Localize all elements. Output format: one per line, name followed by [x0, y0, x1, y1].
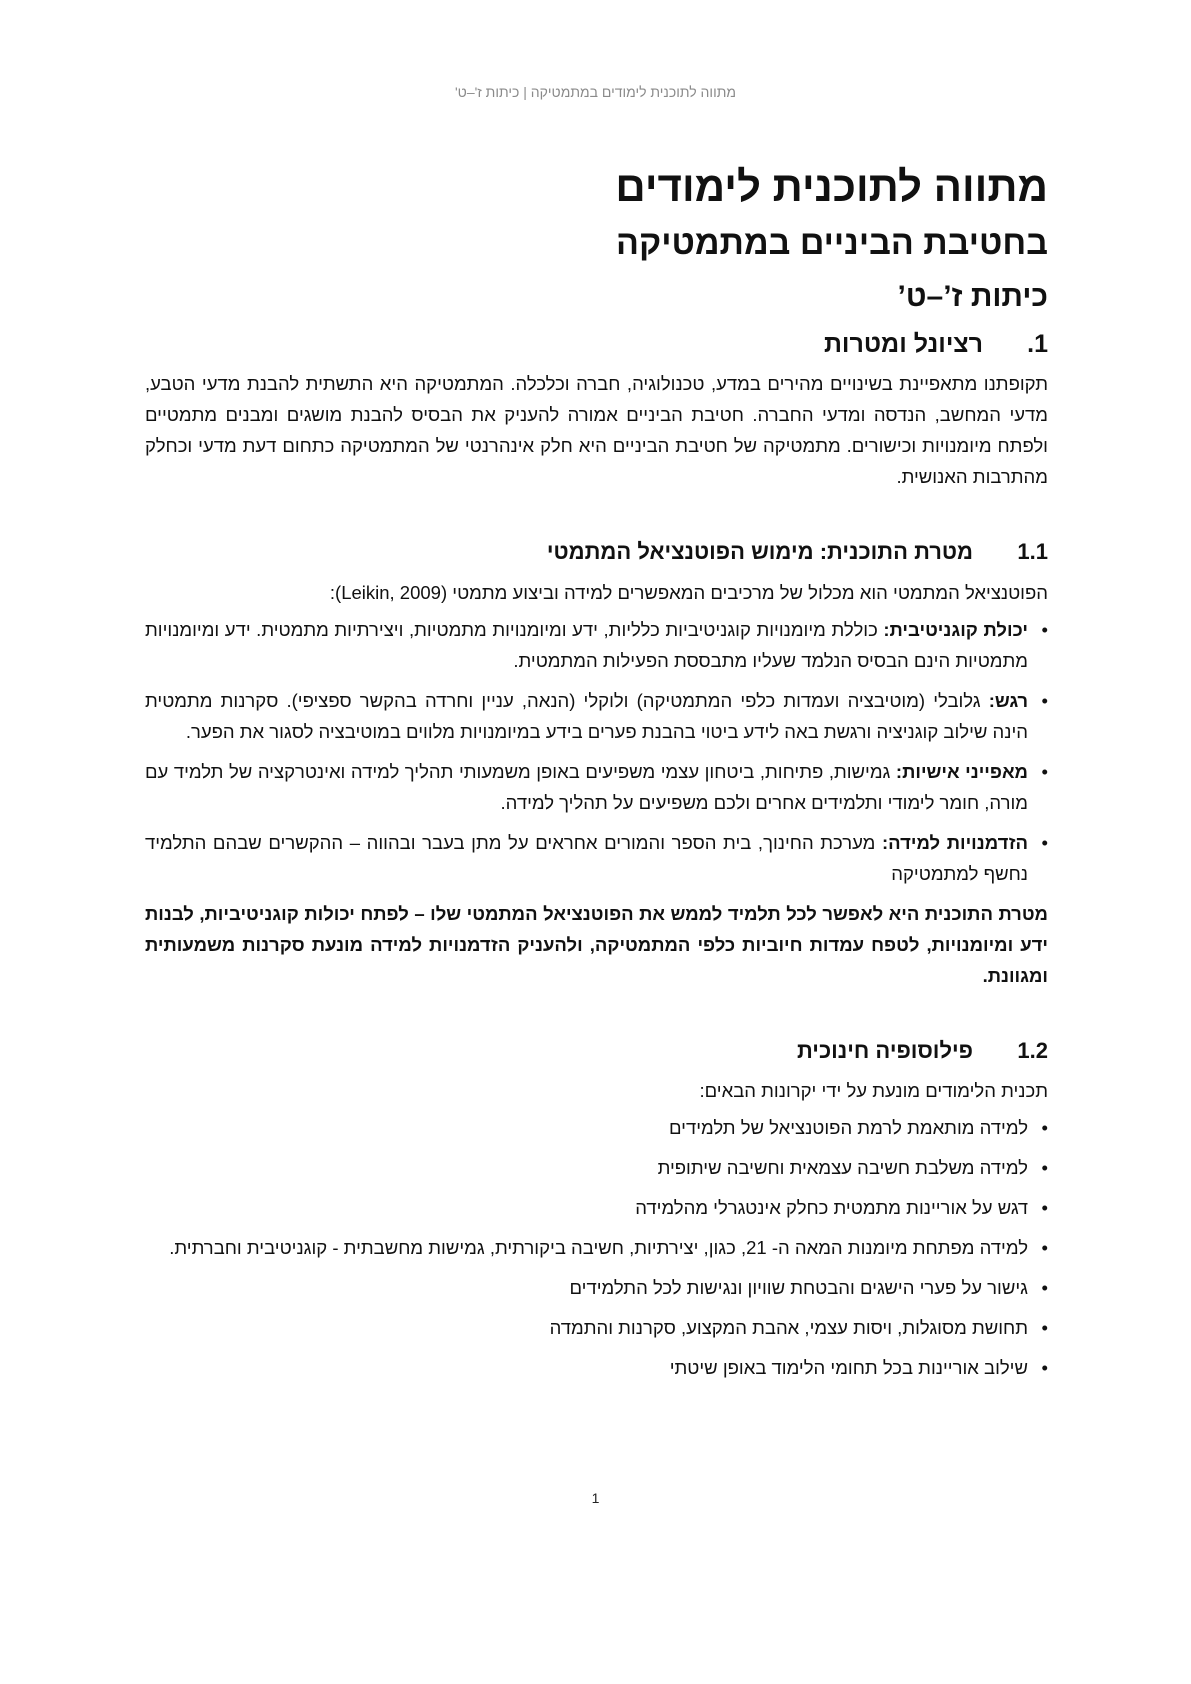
- bullet-icon: •: [1041, 1277, 1048, 1299]
- section-1-2-heading: [145, 1037, 1048, 1066]
- section-1-1-title: מטרת התוכנית: מימוש הפוטנציאל המתמטי: [546, 539, 973, 565]
- list-item: [145, 1352, 1048, 1383]
- section-1-title: רציונל ומטרות: [823, 329, 983, 358]
- list-item: [145, 1112, 1048, 1143]
- section-1-body: תקופתנו מתאפיינת בשינויים מהירים במדע, טכנולוגיה, חברה וכלכלה. המתמטיקה היא התשתית להבנת מדעי הטבע, מדעי המחשב, הנדסה ומדעי החברה. חטיבת הביניים אמורה להעניק את הבסיס להבנת מושגים ומבנים מתמטיים ולפתח מיומנויות וכישורים. מתמטיקה של חטיבת הביניים היא חלק אינהרנטי של המתמטיקה כתחום דעת מדעי וכחלק מהתרבות האנושית.: [145, 373, 1048, 488]
- bullet-icon: •: [1041, 618, 1048, 640]
- bullet-icon: •: [1041, 831, 1048, 853]
- list-item: [145, 1312, 1048, 1343]
- list-item-term: רגש:: [988, 689, 1028, 711]
- section-1-1-number: 1.1: [1017, 539, 1048, 565]
- section-1-2-title: פילוסופיה חינוכית: [796, 1037, 973, 1063]
- section-1-heading: [145, 328, 1048, 361]
- document-grades: כיתות ז’–ט’: [897, 279, 1048, 313]
- list-item-text: כוללת מיומנויות קוגניטיביות כלליות, ידע ומיומנויות מתמטיות, ויצירתיות מתמטית. ידע ומיומנויות מתמטיות הינם הבסיס הנלמד שעליו מתבססת הפעילות המתמטית.: [145, 618, 1028, 671]
- bullet-icon: •: [1041, 1117, 1048, 1139]
- list-item-text: שילוב אוריינות בכל תחומי הלימוד באופן שיטתי: [669, 1357, 1028, 1379]
- list-item: [145, 1192, 1048, 1223]
- list-item: [145, 1272, 1048, 1303]
- section-1-1-heading: [145, 538, 1048, 567]
- list-item-text: מערכת החינוך, בית הספר והמורים אחראים על מתן בעבר ובהווה – ההקשרים שבהם התלמיד נחשף למתמטיקה: [145, 831, 1028, 884]
- document-subtitle: בחטיבת הביניים במתמטיקה: [616, 223, 1048, 262]
- list-item: [145, 1232, 1048, 1263]
- bullet-icon: •: [1041, 1317, 1048, 1339]
- bullet-icon: •: [1041, 1157, 1048, 1179]
- list-item-text: גלובלי (מוטיבציה ועמדות כלפי המתמטיקה) ולוקלי (הנאה, עניין וחרדה בהקשר ספציפי). סקרנות מתמטית הינה שילוב קוגניציה ורגשת באה לידע ביטוי בהבנת פערים בידע במיומנויות מלווים במוטיבציה לסגור את הפער.: [145, 689, 1028, 742]
- principles-list: [145, 1112, 1048, 1383]
- list-item-text: גישור על פערי הישגים והבטחת שוויון ונגישות לכל התלמידים: [569, 1277, 1028, 1299]
- bullet-icon: •: [1041, 1197, 1048, 1219]
- running-header: מתווה לתוכנית לימודים במתמטיקה | כיתות ז'–ט': [455, 84, 736, 100]
- list-item-term: הזדמנויות למידה:: [882, 831, 1028, 853]
- page-number: 1: [591, 1490, 600, 1506]
- document-body: [145, 160, 1048, 1392]
- document-title: מתווה לתוכנית לימודים: [615, 163, 1048, 210]
- list-item-text: גמישות, פתיחות, ביטחון עצמי משפיעים באופן משמעותי תהליך למידה ואינטרקציה של תלמיד עם מורה, חומר לימודי ותלמידים אחרים ולכם משפיעים על תהליך למידה.: [145, 760, 1028, 813]
- list-item-text: למידה משלבת חשיבה עצמאית וחשיבה שיתופית: [657, 1157, 1028, 1179]
- list-item: [145, 756, 1048, 818]
- bullet-icon: •: [1041, 1357, 1048, 1379]
- list-item: [145, 827, 1048, 889]
- section-1-number: 1.: [1027, 329, 1048, 358]
- list-item-term: מאפייני אישיות:: [895, 760, 1028, 782]
- list-item: [145, 685, 1048, 747]
- list-item-text: דגש על אוריינות מתמטית כחלק אינטגרלי מהלמידה: [635, 1197, 1028, 1219]
- bullet-icon: •: [1041, 760, 1048, 782]
- section-1-1-intro: הפוטנציאל המתמטי הוא מכלול של מרכיבים המאפשרים למידה וביצוע מתמטי (Leikin, 2009):: [329, 581, 1048, 603]
- list-item: [145, 1152, 1048, 1183]
- list-item-text: למידה מפתחת מיומנות המאה ה- 21, כגון, יצירתיות, חשיבה ביקורתית, גמישות מחשבתית - קוגניטיבית וחברתית.: [169, 1237, 1028, 1259]
- list-item-text: למידה מותאמת לרמת הפוטנציאל של תלמידים: [668, 1117, 1028, 1139]
- list-item-text: תחושת מסוגלות, ויסות עצמי, אהבת המקצוע, סקרנות והתמדה: [549, 1317, 1028, 1339]
- section-1-2-intro: תכנית הלימודים מונעת על ידי יקרונות הבאים:: [699, 1080, 1048, 1102]
- section-1-1-conclusion: מטרת התוכנית היא לאפשר לכל תלמיד לממש את הפוטנציאל המתמטי שלו – לפתח יכולות קוגניטיביות, לבנות ידע ומיומנויות, לטפח עמדות חיוביות כלפי המתמטיקה, ולהעניק הזדמנויות למידה מונעת סקרנות משמעותית ומגוונת.: [145, 902, 1048, 986]
- bullet-icon: •: [1041, 1237, 1048, 1259]
- section-1-2-number: 1.2: [1017, 1037, 1048, 1063]
- potential-components-list: [145, 614, 1048, 889]
- list-item-term: יכולת קוגניטיבית:: [883, 618, 1028, 640]
- bullet-icon: •: [1041, 689, 1048, 711]
- list-item: [145, 614, 1048, 676]
